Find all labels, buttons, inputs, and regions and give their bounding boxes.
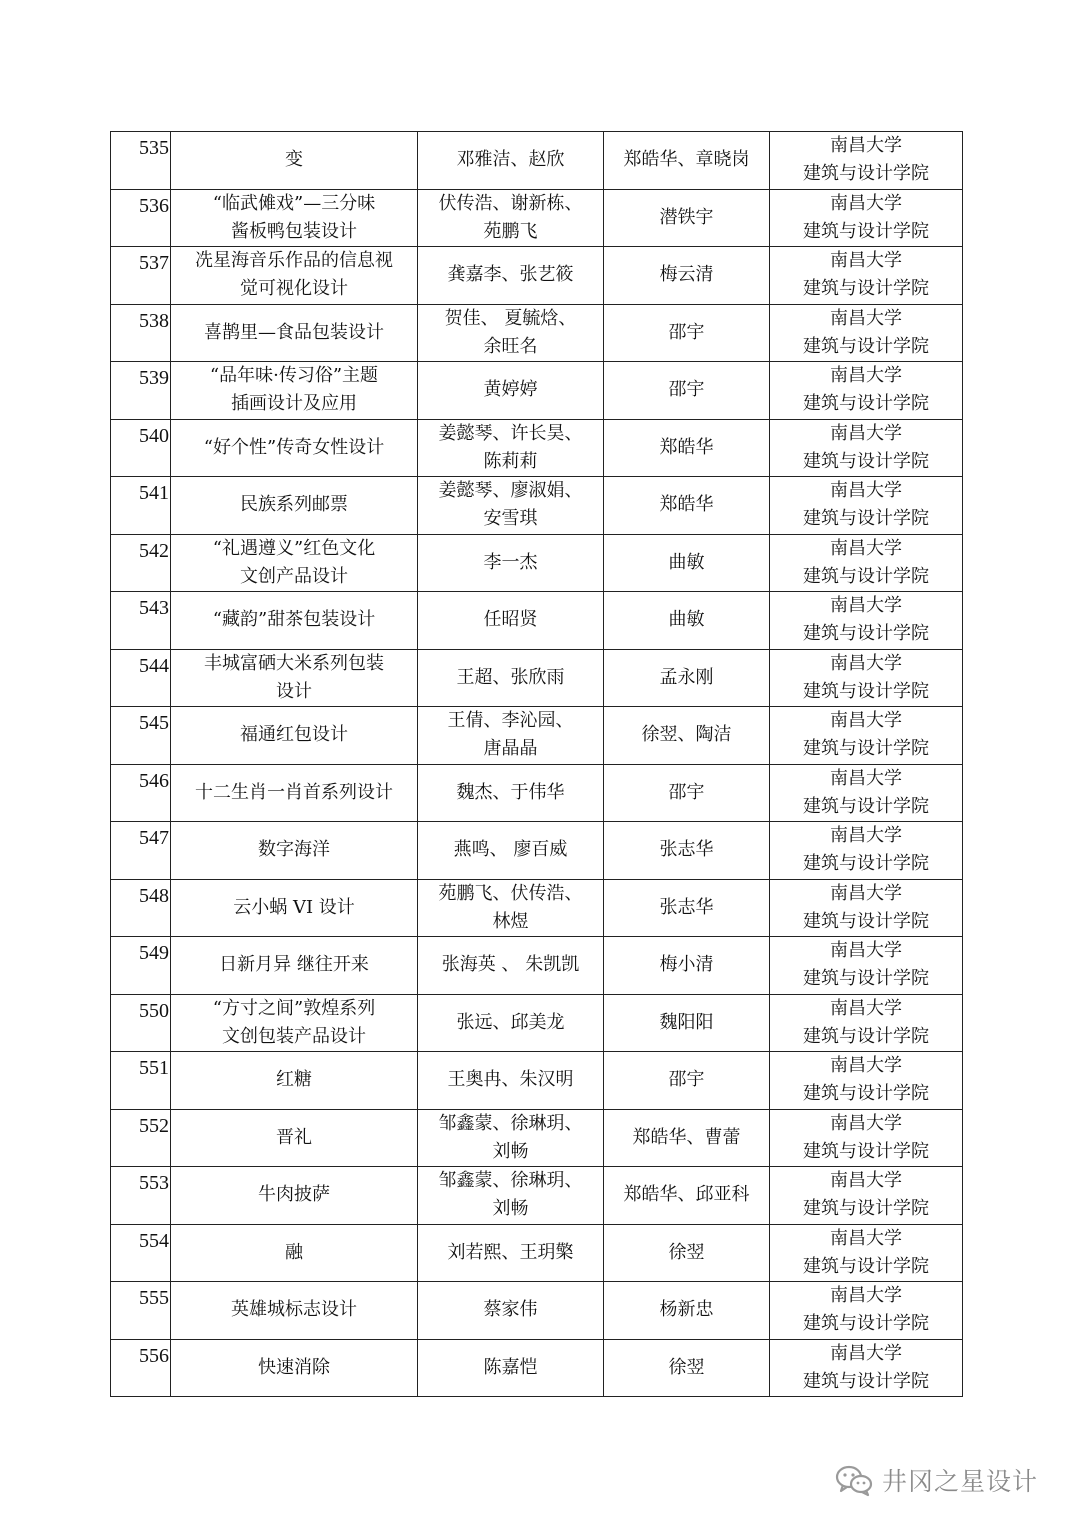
cell-school-line: 建筑与设计学院 (803, 1083, 929, 1105)
cell-title-line: “品年味·传习俗”主题 (209, 365, 379, 387)
cell-school (770, 419, 963, 477)
cell-number (111, 764, 171, 822)
cell-title-line: 丰城富硒大米系列包装 (204, 652, 384, 674)
cell-authors (418, 822, 604, 880)
cell-advisor (604, 1339, 770, 1397)
cell-authors (418, 477, 604, 535)
cell-authors-line: 邹鑫蒙、徐琳玥、 (438, 1170, 583, 1192)
cell-title-line: 设计 (276, 680, 312, 702)
cell-authors (418, 189, 604, 247)
cell-school-line: 建筑与设计学院 (803, 335, 929, 357)
cell-advisor (604, 362, 770, 420)
table-body (111, 132, 963, 1397)
table-row (111, 362, 963, 420)
cell-advisor-line: 邵宇 (668, 379, 705, 401)
cell-advisor-line: 张志华 (659, 896, 714, 918)
cell-advisor-line: 徐翌 (668, 1356, 705, 1378)
cell-advisor-line: 郑皓华 (659, 436, 714, 458)
cell-advisor (604, 304, 770, 362)
cell-authors-line: 黄婷婷 (483, 379, 538, 401)
cell-authors-line: 张远、邱美龙 (456, 1011, 565, 1033)
cell-authors-line: 贺佳、 夏毓焓、 (444, 307, 577, 329)
cell-number (111, 477, 171, 535)
cell-advisor (604, 937, 770, 995)
cell-authors (418, 592, 604, 650)
cell-title-line: 冼星海音乐作品的信息视 (195, 250, 393, 272)
cell-number (111, 1052, 171, 1110)
cell-school-line: 建筑与设计学院 (803, 1025, 929, 1047)
cell-school-line: 南昌大学 (830, 1342, 902, 1364)
entry-number: 550 (139, 999, 169, 1022)
cell-school (770, 1167, 963, 1225)
cell-authors-line: 姜懿琴、许长昊、 (438, 422, 583, 444)
cell-school-line: 建筑与设计学院 (803, 393, 929, 415)
cell-number (111, 362, 171, 420)
table-row (111, 1282, 963, 1340)
cell-title-line: “好个性”传奇女性设计 (203, 436, 385, 458)
cell-school (770, 879, 963, 937)
cell-number (111, 247, 171, 305)
entry-number: 553 (139, 1172, 169, 1194)
cell-school (770, 937, 963, 995)
cell-advisor-line: 邵宇 (668, 321, 705, 343)
cell-school-line: 南昌大学 (830, 652, 902, 674)
cell-number (111, 1109, 171, 1167)
cell-title-line: 红糖 (276, 1069, 312, 1091)
cell-title-line: 牛肉披萨 (258, 1184, 330, 1206)
entry-number: 549 (139, 942, 169, 964)
cell-title-line: 数字海洋 (258, 839, 330, 861)
cell-school (770, 304, 963, 362)
cell-advisor (604, 419, 770, 477)
cell-title (171, 1224, 418, 1282)
award-list-table (110, 131, 963, 1397)
cell-title (171, 419, 418, 477)
cell-authors (418, 879, 604, 937)
cell-school-line: 建筑与设计学院 (803, 680, 929, 702)
cell-title (171, 362, 418, 420)
cell-school (770, 1052, 963, 1110)
cell-title-line: “礼遇遵义”红色文化 (212, 537, 376, 559)
entry-number: 548 (139, 884, 169, 907)
cell-authors (418, 534, 604, 592)
cell-advisor-line: 郑皓华、章晓岗 (623, 149, 750, 171)
table-row (111, 1339, 963, 1397)
cell-authors-line: 伏传浩、谢新栋、 (438, 192, 583, 214)
cell-number (111, 937, 171, 995)
cell-authors-line: 王超、张欣雨 (456, 666, 565, 688)
cell-advisor-line: 曲敏 (668, 551, 705, 573)
entry-number: 552 (139, 1114, 169, 1137)
cell-title (171, 247, 418, 305)
entry-number: 545 (139, 712, 169, 734)
cell-school-line: 建筑与设计学院 (803, 795, 929, 817)
cell-number (111, 1339, 171, 1397)
cell-title-line: 文创包装产品设计 (222, 1025, 366, 1047)
table-row (111, 1224, 963, 1282)
cell-title-line: 英雄城标志设计 (231, 1299, 357, 1321)
cell-title (171, 822, 418, 880)
cell-title-line: 觉可视化设计 (240, 278, 348, 300)
entry-number: 543 (139, 597, 169, 619)
table-row (111, 247, 963, 305)
cell-advisor-line: 郑皓华 (659, 494, 714, 516)
cell-school (770, 592, 963, 650)
cell-title (171, 649, 418, 707)
table-row (111, 304, 963, 362)
cell-number (111, 189, 171, 247)
cell-authors (418, 707, 604, 765)
cell-title-line: “藏韵”甜茶包装设计 (212, 609, 376, 631)
cell-advisor (604, 1109, 770, 1167)
table-row (111, 822, 963, 880)
cell-advisor (604, 189, 770, 247)
cell-school-line: 南昌大学 (830, 710, 902, 732)
cell-title-line: 插画设计及应用 (231, 393, 357, 415)
cell-authors (418, 1109, 604, 1167)
entry-number: 538 (139, 309, 169, 332)
cell-title (171, 189, 418, 247)
cell-school (770, 1339, 963, 1397)
table-row (111, 419, 963, 477)
cell-school (770, 649, 963, 707)
cell-school-line: 建筑与设计学院 (803, 1313, 929, 1335)
cell-number (111, 994, 171, 1052)
entry-number: 536 (139, 194, 169, 217)
cell-number (111, 534, 171, 592)
cell-authors-line: 陈莉莉 (483, 450, 538, 472)
cell-school (770, 1282, 963, 1340)
cell-authors (418, 1224, 604, 1282)
cell-authors-line: 王奥冉、朱汉明 (447, 1069, 574, 1091)
cell-title-line: 喜鹊里—食品包装设计 (204, 321, 384, 343)
cell-title-line: “方寸之间”敦煌系列 (212, 997, 376, 1019)
cell-school-line: 建筑与设计学院 (803, 220, 929, 242)
cell-title (171, 132, 418, 190)
cell-number (111, 1224, 171, 1282)
cell-authors (418, 304, 604, 362)
cell-authors-line: 林煜 (492, 910, 529, 932)
cell-title (171, 477, 418, 535)
cell-authors-line: 魏杰、于伟华 (456, 781, 565, 803)
cell-title (171, 1282, 418, 1340)
cell-title-line: 快速消除 (258, 1356, 330, 1378)
entry-number: 556 (139, 1344, 169, 1367)
cell-school-line: 建筑与设计学院 (803, 1255, 929, 1277)
cell-school (770, 764, 963, 822)
cell-school-line: 建筑与设计学院 (803, 508, 929, 530)
cell-school-line: 南昌大学 (830, 192, 902, 214)
cell-authors (418, 649, 604, 707)
cell-school-line: 南昌大学 (830, 537, 902, 559)
entry-number: 535 (139, 137, 169, 159)
cell-title-line: 晋礼 (276, 1126, 312, 1148)
cell-school-line: 建筑与设计学院 (803, 1370, 929, 1392)
cell-advisor-line: 魏阳阳 (659, 1011, 714, 1033)
cell-school-line: 南昌大学 (830, 1055, 902, 1077)
cell-school-line: 建筑与设计学院 (803, 910, 929, 932)
cell-authors-line: 刘畅 (492, 1140, 529, 1162)
cell-advisor-line: 郑皓华、邱亚科 (623, 1184, 750, 1206)
cell-school-line: 建筑与设计学院 (803, 1198, 929, 1220)
wechat-icon (834, 1463, 874, 1497)
cell-title (171, 937, 418, 995)
cell-authors-line: 邓雅洁、赵欣 (456, 149, 565, 171)
cell-school-line: 建筑与设计学院 (803, 968, 929, 990)
cell-advisor (604, 1052, 770, 1110)
cell-title (171, 707, 418, 765)
cell-advisor (604, 1167, 770, 1225)
cell-title (171, 304, 418, 362)
cell-school (770, 1224, 963, 1282)
cell-school (770, 477, 963, 535)
cell-advisor (604, 879, 770, 937)
cell-authors-line: 唐晶晶 (483, 738, 538, 760)
cell-school-line: 南昌大学 (830, 250, 902, 272)
cell-number (111, 822, 171, 880)
table-row (111, 132, 963, 190)
cell-title (171, 1339, 418, 1397)
cell-authors (418, 937, 604, 995)
cell-title (171, 994, 418, 1052)
cell-authors (418, 419, 604, 477)
cell-authors-line: 燕鸣、 廖百威 (453, 839, 568, 861)
cell-number (111, 132, 171, 190)
cell-authors-line: 安雪琪 (483, 508, 538, 530)
cell-authors (418, 764, 604, 822)
cell-title-line: 云小蜗 VI 设计 (233, 896, 355, 918)
cell-authors-line: 张海英 、 朱凯凯 (441, 954, 580, 976)
table-row (111, 764, 963, 822)
table-row (111, 707, 963, 765)
cell-authors (418, 1167, 604, 1225)
cell-advisor (604, 1282, 770, 1340)
cell-authors-line: 蔡家伟 (483, 1299, 538, 1321)
table-row (111, 189, 963, 247)
cell-authors-line: 陈嘉恺 (483, 1356, 538, 1378)
entry-number: 551 (139, 1057, 169, 1079)
cell-advisor-line: 邵宇 (668, 1069, 705, 1091)
cell-school-line: 南昌大学 (830, 307, 902, 329)
cell-title-line: 变 (285, 149, 303, 171)
cell-school-line: 南昌大学 (830, 767, 902, 789)
cell-school-line: 建筑与设计学院 (803, 278, 929, 300)
cell-number (111, 419, 171, 477)
cell-authors (418, 994, 604, 1052)
cell-advisor-line: 邵宇 (668, 781, 705, 803)
cell-advisor-line: 张志华 (659, 839, 714, 861)
cell-school-line: 南昌大学 (830, 135, 902, 157)
entry-number: 546 (139, 769, 169, 792)
cell-school-line: 南昌大学 (830, 1170, 902, 1192)
cell-number (111, 649, 171, 707)
cell-school-line: 建筑与设计学院 (803, 163, 929, 185)
cell-advisor (604, 764, 770, 822)
table-row (111, 1167, 963, 1225)
cell-authors (418, 362, 604, 420)
cell-advisor-line: 徐翌、陶洁 (641, 724, 732, 746)
cell-title (171, 1167, 418, 1225)
cell-school-line: 南昌大学 (830, 1285, 902, 1307)
watermark-text: 井冈之星设计 (882, 1467, 1039, 1496)
cell-advisor-line: 梅云清 (659, 264, 714, 286)
entry-number: 547 (139, 827, 169, 849)
table-row (111, 649, 963, 707)
cell-advisor (604, 649, 770, 707)
cell-school-line: 建筑与设计学院 (803, 450, 929, 472)
watermark (834, 1460, 1038, 1500)
cell-number (111, 707, 171, 765)
cell-advisor (604, 994, 770, 1052)
cell-title (171, 764, 418, 822)
cell-school-line: 建筑与设计学院 (803, 738, 929, 760)
entry-number: 555 (139, 1287, 169, 1309)
cell-school (770, 247, 963, 305)
cell-school-line: 南昌大学 (830, 940, 902, 962)
cell-authors-line: 任昭贤 (483, 609, 538, 631)
table-row (111, 534, 963, 592)
cell-authors (418, 247, 604, 305)
entry-number: 540 (139, 424, 169, 447)
cell-title-line: 民族系列邮票 (240, 494, 348, 516)
cell-school (770, 362, 963, 420)
table-row (111, 1109, 963, 1167)
cell-school-line: 南昌大学 (830, 595, 902, 617)
cell-authors-line: 姜懿琴、廖淑娟、 (438, 480, 583, 502)
cell-advisor-line: 徐翌 (668, 1241, 705, 1263)
cell-title (171, 879, 418, 937)
cell-advisor (604, 1224, 770, 1282)
cell-school-line: 南昌大学 (830, 882, 902, 904)
table-row (111, 937, 963, 995)
cell-authors-line: 刘若熙、王玥檠 (447, 1241, 574, 1263)
table-row (111, 477, 963, 535)
cell-title-line: 福通红包设计 (240, 724, 348, 746)
cell-authors-line: 刘畅 (492, 1198, 529, 1220)
cell-school-line: 南昌大学 (830, 825, 902, 847)
cell-authors-line: 李一杰 (483, 551, 538, 573)
cell-title-line: 文创产品设计 (240, 565, 348, 587)
cell-school-line: 南昌大学 (830, 1112, 902, 1134)
cell-title (171, 592, 418, 650)
cell-advisor (604, 822, 770, 880)
cell-authors-line: 苑鹏飞、伏传浩、 (438, 882, 583, 904)
cell-school-line: 建筑与设计学院 (803, 623, 929, 645)
cell-school (770, 189, 963, 247)
cell-authors (418, 1339, 604, 1397)
table-row (111, 994, 963, 1052)
cell-authors-line: 邹鑫蒙、徐琳玥、 (438, 1112, 583, 1134)
cell-number (111, 879, 171, 937)
entry-number: 544 (139, 654, 169, 677)
cell-title-line: 酱板鸭包装设计 (231, 220, 357, 242)
table-row (111, 592, 963, 650)
cell-title (171, 1109, 418, 1167)
cell-title-line: “临武傩戏”—三分味 (212, 192, 376, 214)
cell-title (171, 534, 418, 592)
cell-number (111, 1282, 171, 1340)
cell-authors (418, 132, 604, 190)
cell-advisor-line: 梅小清 (659, 954, 714, 976)
cell-title-line: 十二生肖一肖首系列设计 (195, 781, 393, 803)
cell-advisor (604, 477, 770, 535)
cell-advisor (604, 132, 770, 190)
cell-school (770, 822, 963, 880)
cell-authors-line: 王倩、李沁园、 (447, 710, 574, 732)
cell-authors-line: 龚嘉李、张艺筱 (447, 264, 574, 286)
cell-school-line: 建筑与设计学院 (803, 565, 929, 587)
cell-advisor-line: 郑皓华、曹蕾 (632, 1126, 741, 1148)
cell-advisor-line: 曲敏 (668, 609, 705, 631)
cell-title-line: 融 (285, 1241, 303, 1263)
cell-advisor-line: 孟永刚 (659, 666, 714, 688)
cell-authors (418, 1282, 604, 1340)
cell-school (770, 534, 963, 592)
table-row (111, 879, 963, 937)
cell-advisor-line: 潜铁宇 (659, 206, 714, 228)
cell-school (770, 132, 963, 190)
cell-school (770, 1109, 963, 1167)
cell-school-line: 建筑与设计学院 (803, 1140, 929, 1162)
entry-number: 554 (139, 1229, 169, 1252)
table-row (111, 1052, 963, 1110)
cell-school-line: 南昌大学 (830, 422, 902, 444)
cell-school-line: 南昌大学 (830, 997, 902, 1019)
cell-advisor-line: 杨新忠 (659, 1299, 714, 1321)
cell-school (770, 707, 963, 765)
cell-title (171, 1052, 418, 1110)
cell-number (111, 1167, 171, 1225)
cell-school (770, 994, 963, 1052)
cell-advisor (604, 592, 770, 650)
cell-number (111, 304, 171, 362)
cell-advisor (604, 707, 770, 765)
cell-advisor (604, 247, 770, 305)
cell-school-line: 南昌大学 (830, 1227, 902, 1249)
cell-school-line: 建筑与设计学院 (803, 853, 929, 875)
cell-school-line: 南昌大学 (830, 365, 902, 387)
cell-school-line: 南昌大学 (830, 480, 902, 502)
cell-authors-line: 苑鹏飞 (483, 220, 538, 242)
entry-number: 541 (139, 482, 169, 504)
cell-number (111, 592, 171, 650)
cell-authors (418, 1052, 604, 1110)
entry-number: 542 (139, 539, 169, 562)
cell-advisor (604, 534, 770, 592)
entry-number: 539 (139, 367, 169, 389)
entry-number: 537 (139, 252, 169, 274)
cell-title-line: 日新月异 继往开来 (219, 954, 369, 976)
cell-authors-line: 余旺名 (483, 335, 538, 357)
